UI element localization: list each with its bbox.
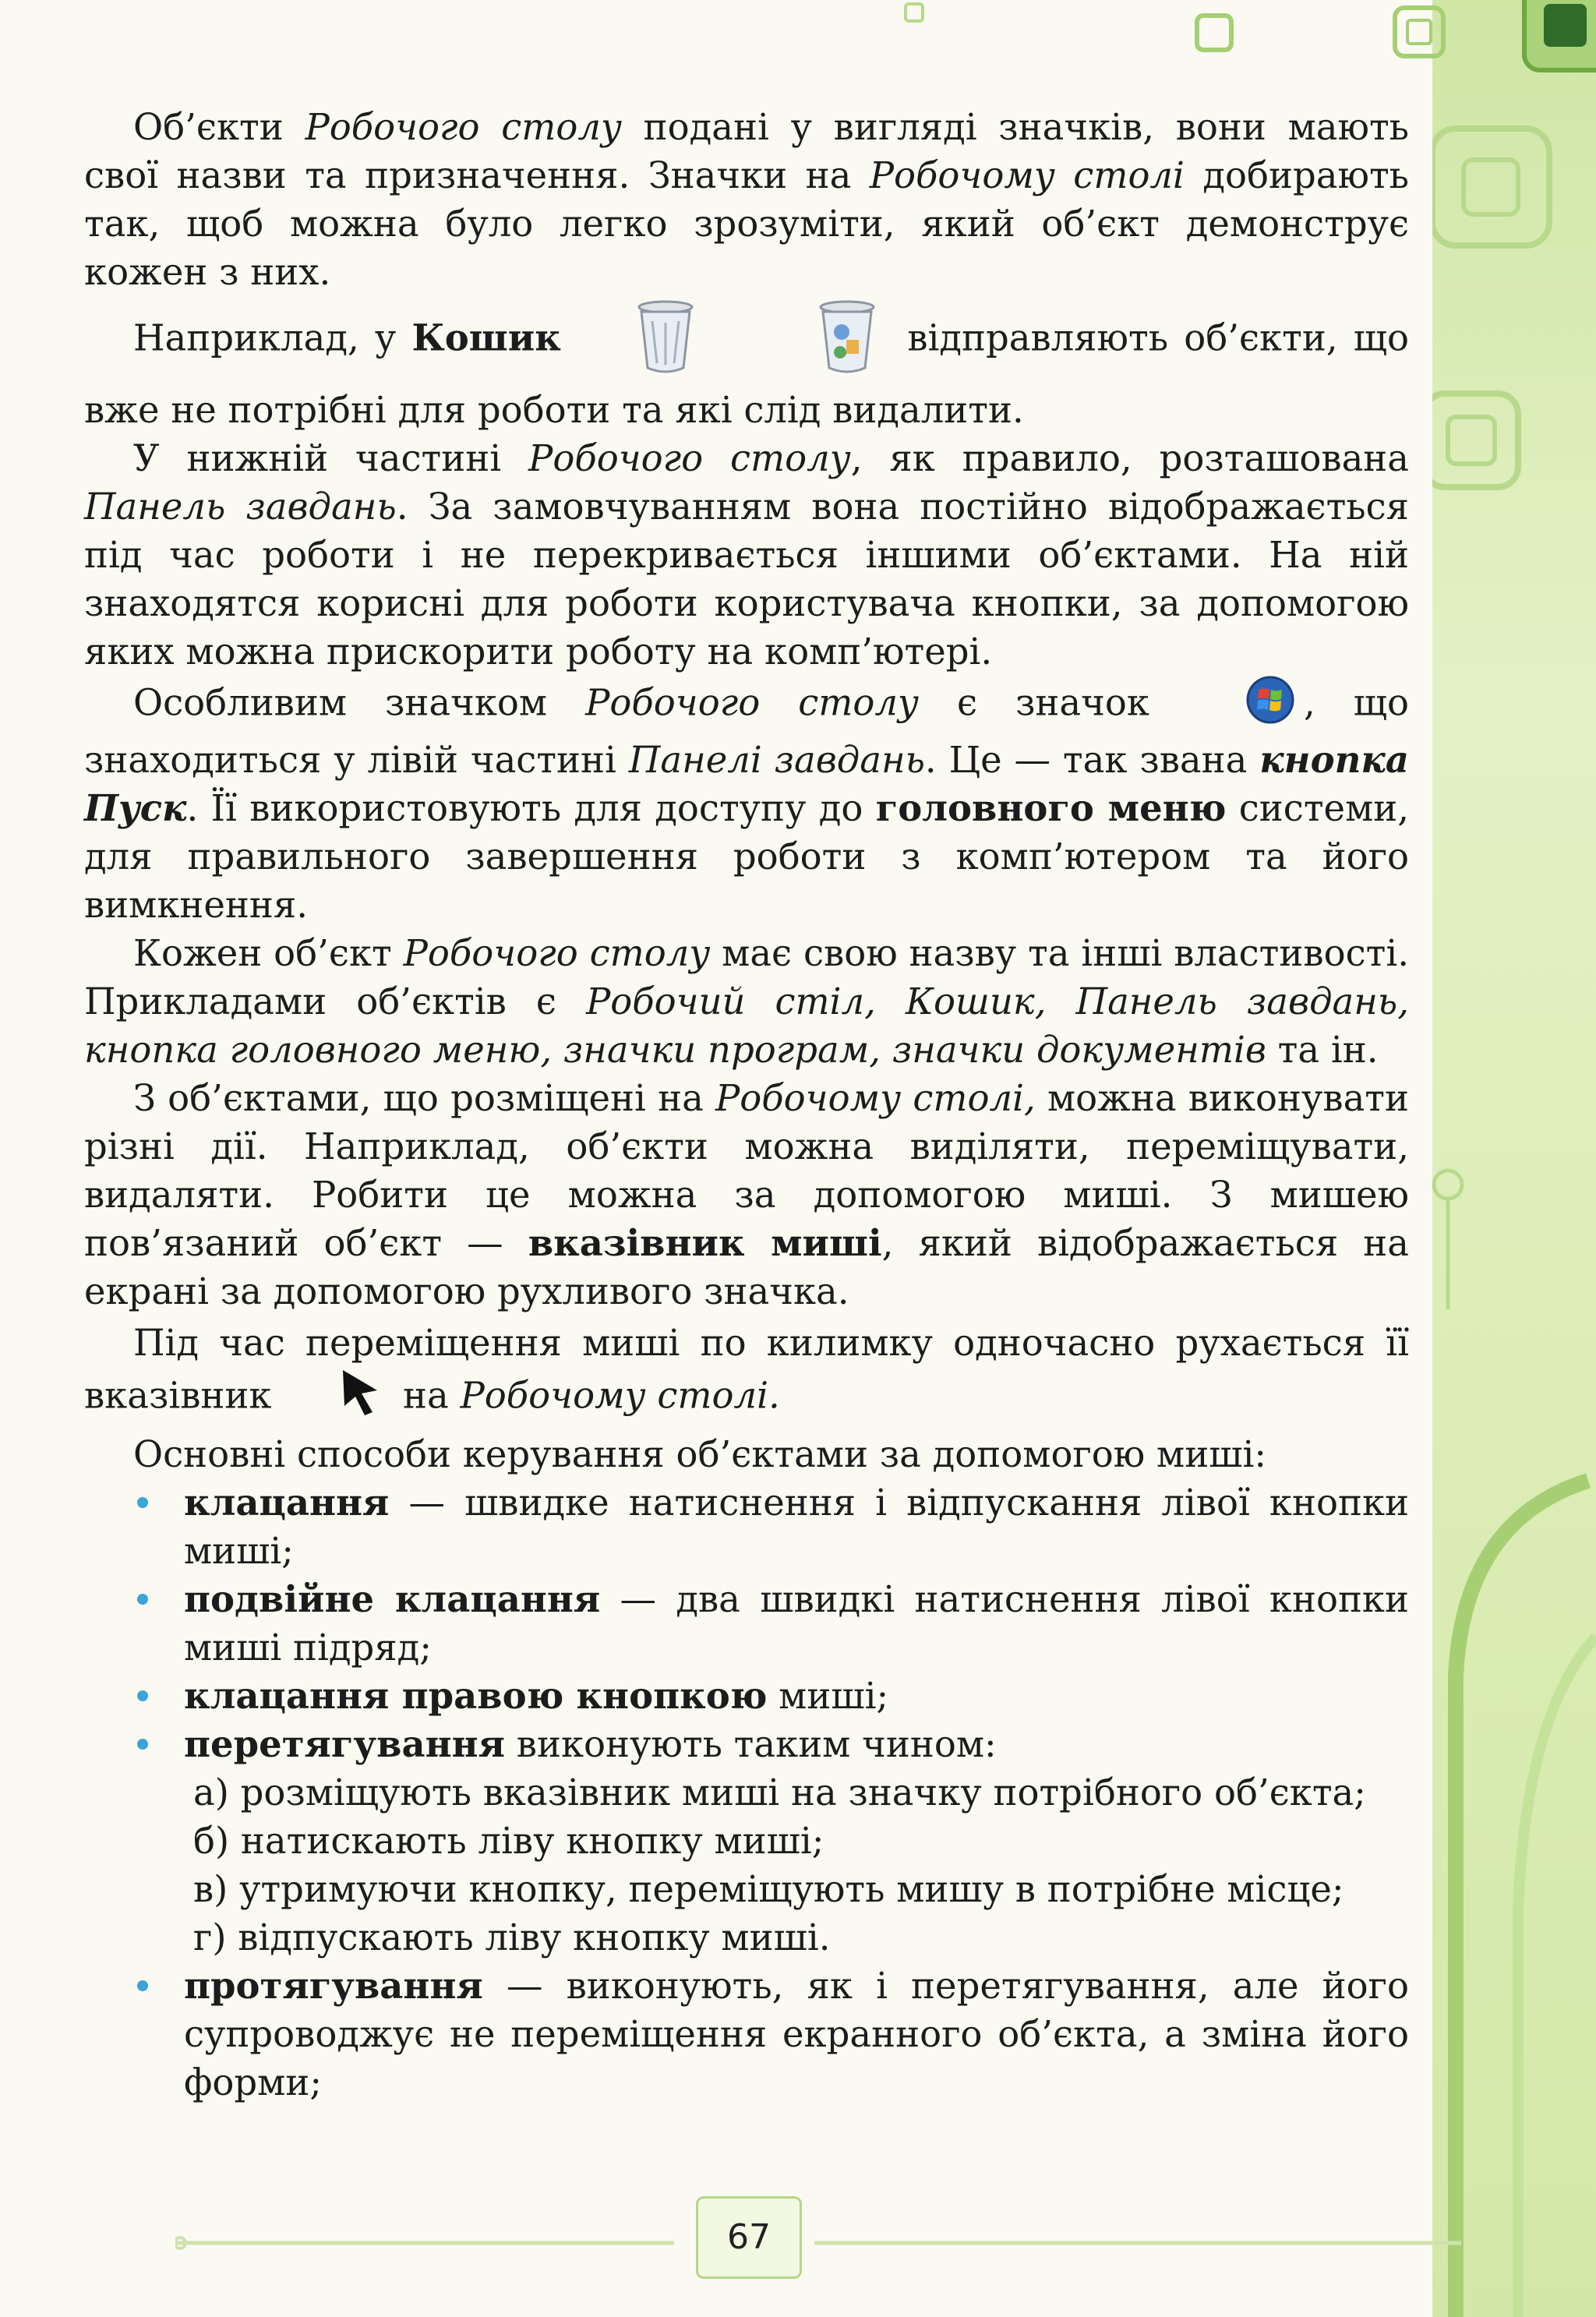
text-run: Кожен об’єкт [133,932,404,974]
text-run: , як правило, розташована [850,437,1410,479]
bold-term: перетягування [184,1722,506,1765]
text-run: Об’єкти [133,106,305,148]
text-run: З об’єктами, що розміщені на [133,1077,716,1119]
text-run: — виконують, як і перетягування, але його супроводжує не переміщення екранного об’єкта, а зміна його форми; [184,1965,1409,2103]
page-text [84,103,1409,2107]
paragraph-mouse-pointer [84,1319,1409,1430]
decorative-top-squares [0,0,1596,94]
list-item [184,1575,1409,1672]
italic-term: Панелі завдань [628,739,925,781]
text-run: добирають так, щоб можна було легко зрозуміти, який об’єкт демонструє кожен з них. [84,154,1409,293]
text-run: має свою назву та інші властивості. Прикладами об’єктів є [84,932,1409,1023]
bold-italic-term: кнопка Пуск [84,738,1409,829]
step-item: б) натискають ліву кнопку миші; [193,1820,824,1862]
bullet-dot [137,1497,148,1508]
text-run: — швидке натиснення і відпускання лівої кнопки миші; [184,1482,1409,1572]
italic-term: Робочого столу [403,932,711,974]
italic-term: Панель завдань [84,486,397,528]
recycle-bin-full-icon [768,296,877,386]
text-run: , що знаходиться у лівій частині [84,681,1410,781]
italic-term: Робочому столі. [460,1374,780,1417]
text-run: . За замовчуванням вона постійно відображається під час роботи і не перекривається іншими об’єктами. На ній знаходятся корисні для роботи користувача кнопки, за допомогою яких можна прискорити роботу на комп’ютері. [84,486,1410,673]
bold-term: протягування [184,1964,483,2007]
recycle-bin-empty-icon [586,296,696,386]
drag-steps [184,1768,1409,1962]
italic-term: Робочого столу [528,437,851,479]
paragraph-mouse-actions [84,1074,1409,1316]
bullet-dot [137,1739,148,1750]
bold-term: головного меню [875,786,1227,829]
bullet-dot [137,1980,148,1991]
paragraph-mouse-methods: Основні способи керування об’єктами за допомогою миші: [133,1433,1266,1475]
windows-start-icon [1192,676,1299,736]
text-run: . Її використовують для доступу до [186,787,876,829]
bullet-dot [137,1594,148,1605]
italic-term: Робочого столу [585,681,919,724]
italic-term: Робочому столі [869,154,1185,196]
text-run: подані у вигляді значків, вони мають свої назви та призначення. Значки на [84,106,1409,196]
italic-term: Робочому столі, [715,1077,1036,1119]
bold-term: клацання правою кнопкою [184,1674,768,1717]
step-item: г) відпускають ліву кнопку миші. [193,1916,831,1959]
bold-term: Кошик [411,316,561,359]
decorative-circuit-node [1426,1153,1473,1309]
bold-term: подвійне клацання [184,1577,601,1620]
step-item: в) утримуючи кнопку, переміщують мишу в потрібне місце; [193,1868,1344,1910]
paragraph-start-button [84,676,1409,929]
italic-term: Робочого столу [305,106,622,148]
paragraph-recycle-bin [84,296,1409,434]
list-item [184,1962,1409,2107]
text-run: можна виконувати різні дії. Наприклад, об’єкти можна виділяти, переміщувати, видаляти. Робити це можна за допомогою миші. З мишею пов’язаний об’єкт — [84,1077,1410,1264]
mouse-methods-list [84,1478,1409,2107]
paragraph-taskbar [84,434,1409,676]
text-run: миші; [767,1675,889,1717]
text-run: системи, для правильного завершення роботи з комп’ютером та його вимкнення. [84,787,1410,926]
footer-divider [175,2235,1461,2251]
text-run: відправляють об’єкти, що вже не потрібні для роботи та які слід видалити. [84,316,1410,431]
text-run: на [391,1374,461,1417]
paragraph-desktop-objects [84,103,1409,296]
text-run: Під час переміщення миші по килимку одночасно рухається її вказівник [84,1322,1409,1417]
page-number: 67 [696,2196,802,2279]
text-run: , який відображається на екрані за допомогою рухливого значка. [84,1222,1409,1312]
bullet-dot [137,1690,148,1701]
text-run: — два швидкі натиснення лівої кнопки миші підряд; [184,1578,1409,1669]
bold-term: клацання [184,1481,390,1524]
paragraph-object-properties [84,929,1409,1074]
text-run: У нижній частині [133,437,529,479]
italic-term: Робочий стіл, Кошик, Панель завдань, кнопка головного меню, значки програм, значки документів [84,980,1409,1071]
text-run: . Це — так звана [924,739,1260,781]
bold-term: вказівник миші [528,1221,882,1264]
list-item [184,1478,1409,1575]
step-item: а) розміщують вказівник миші на значку потрібного об’єкта; [193,1771,1366,1814]
list-item [184,1672,1409,1720]
mouse-pointer-icon [289,1367,385,1430]
list-item [184,1720,1409,1962]
text-run: та ін. [1266,1029,1379,1071]
text-run: Особливим значком [133,681,586,724]
text-run: Наприклад, у [133,316,412,359]
text-run: є значок [918,681,1188,724]
text-run: виконують таким чином: [505,1723,997,1765]
